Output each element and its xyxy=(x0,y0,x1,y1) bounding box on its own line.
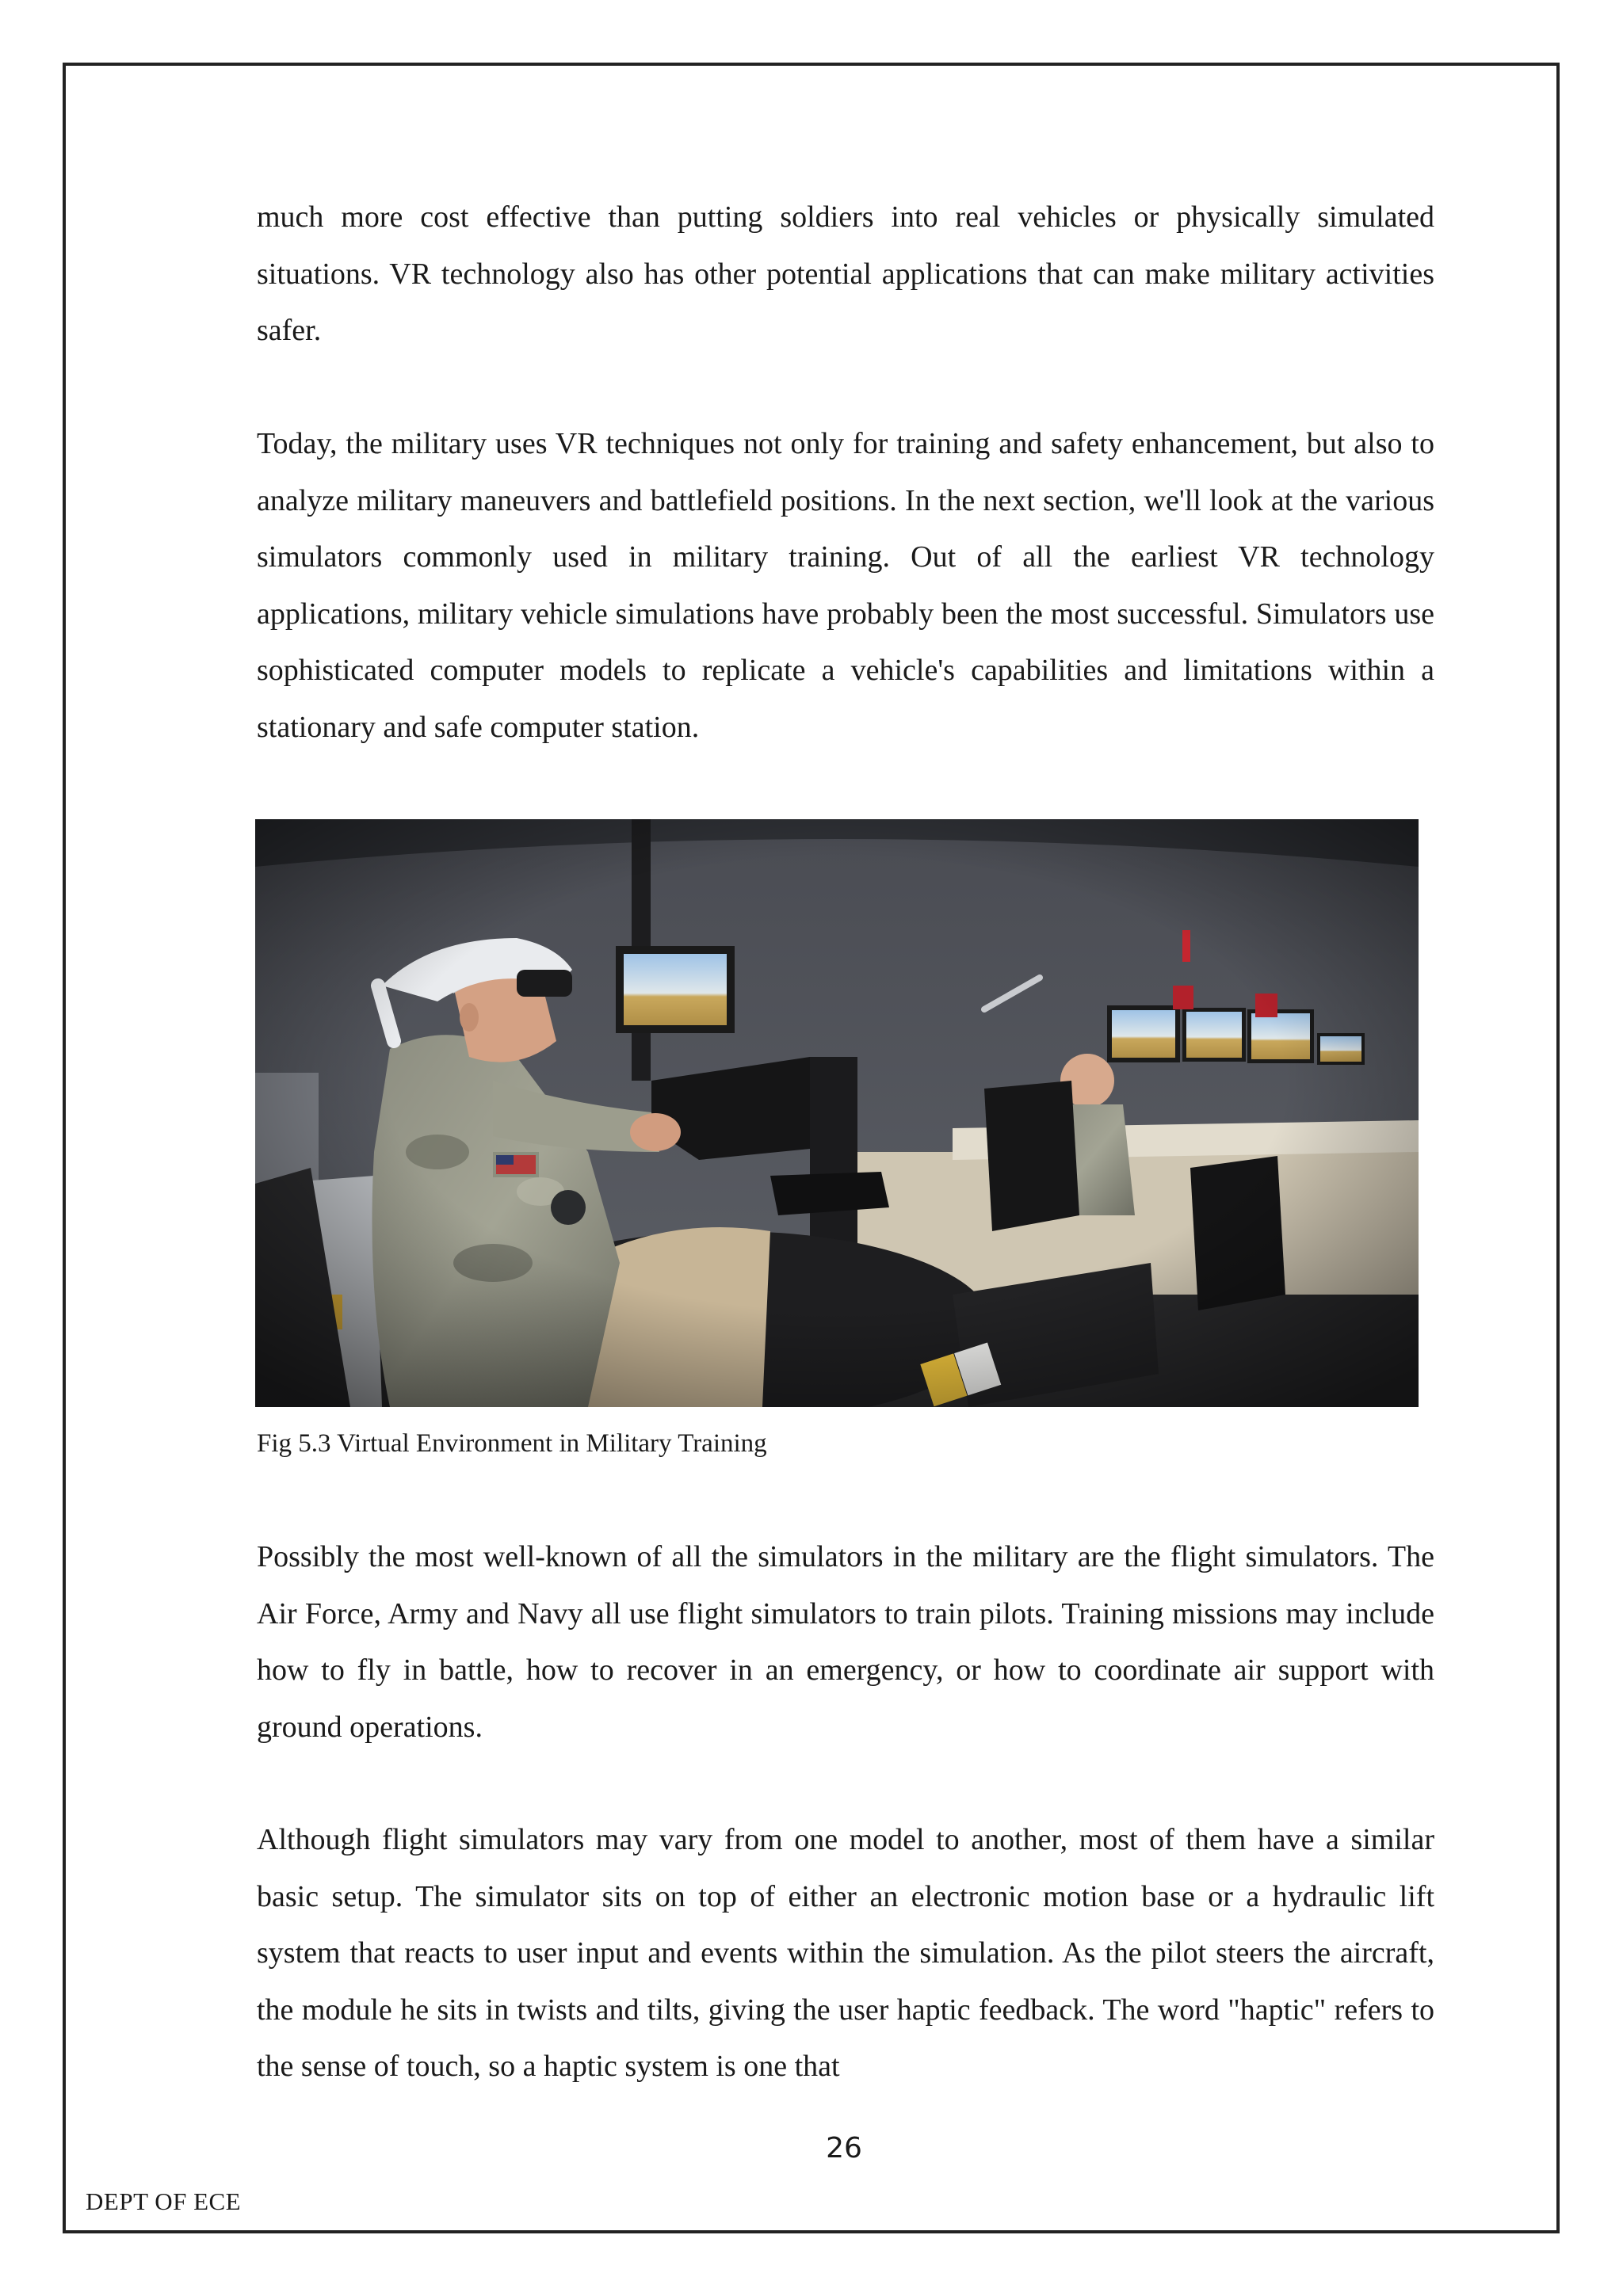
page-number: 26 xyxy=(826,2132,862,2164)
footer-department: DEPT OF ECE xyxy=(86,2187,242,2215)
photo-illustration xyxy=(255,819,1419,1407)
figure-military-vr-training-photo xyxy=(255,819,1419,1407)
body-paragraph-4: Although flight simulators may vary from one model to another, most of them have a similar basic setup. The simulator sits on top of either an electronic motion base or a hydraulic lift system that reacts to user input and events within the simulation. As the pilot steers the aircraft, the module he sits in twists and tilts, giving the user haptic feedback. The word "haptic" refers to the sense of touch, so a haptic system is one that xyxy=(257,1823,1434,2083)
body-paragraph-2: Today, the military uses VR techniques not only for training and safety enhancement, but also to analyze military maneuvers and battlefield positions. In the next section, we'll look at the various simulators commonly used in military training. Out of all the earliest VR technology applications, military vehicle simulations have probably been the most successful. Simulators use sophisticated computer models to replicate a vehicle's capabilities and limitations within a stationary and safe computer station. xyxy=(257,427,1434,744)
body-paragraph-1: much more cost effective than putting soldiers into real vehicles or physically simulated situations. VR technology also has other potential applications that can make military activities safer. xyxy=(257,200,1434,347)
body-paragraph-3: Possibly the most well-known of all the simulators in the military are the flight simulators. The Air Force, Army and Navy all use flight simulators to train pilots. Training missions may include how to fly in battle, how to recover in an emergency, or how to coordinate air support with ground operations. xyxy=(257,1540,1434,1744)
figure-caption: Fig 5.3 Virtual Environment in Military Training xyxy=(257,1429,767,1458)
